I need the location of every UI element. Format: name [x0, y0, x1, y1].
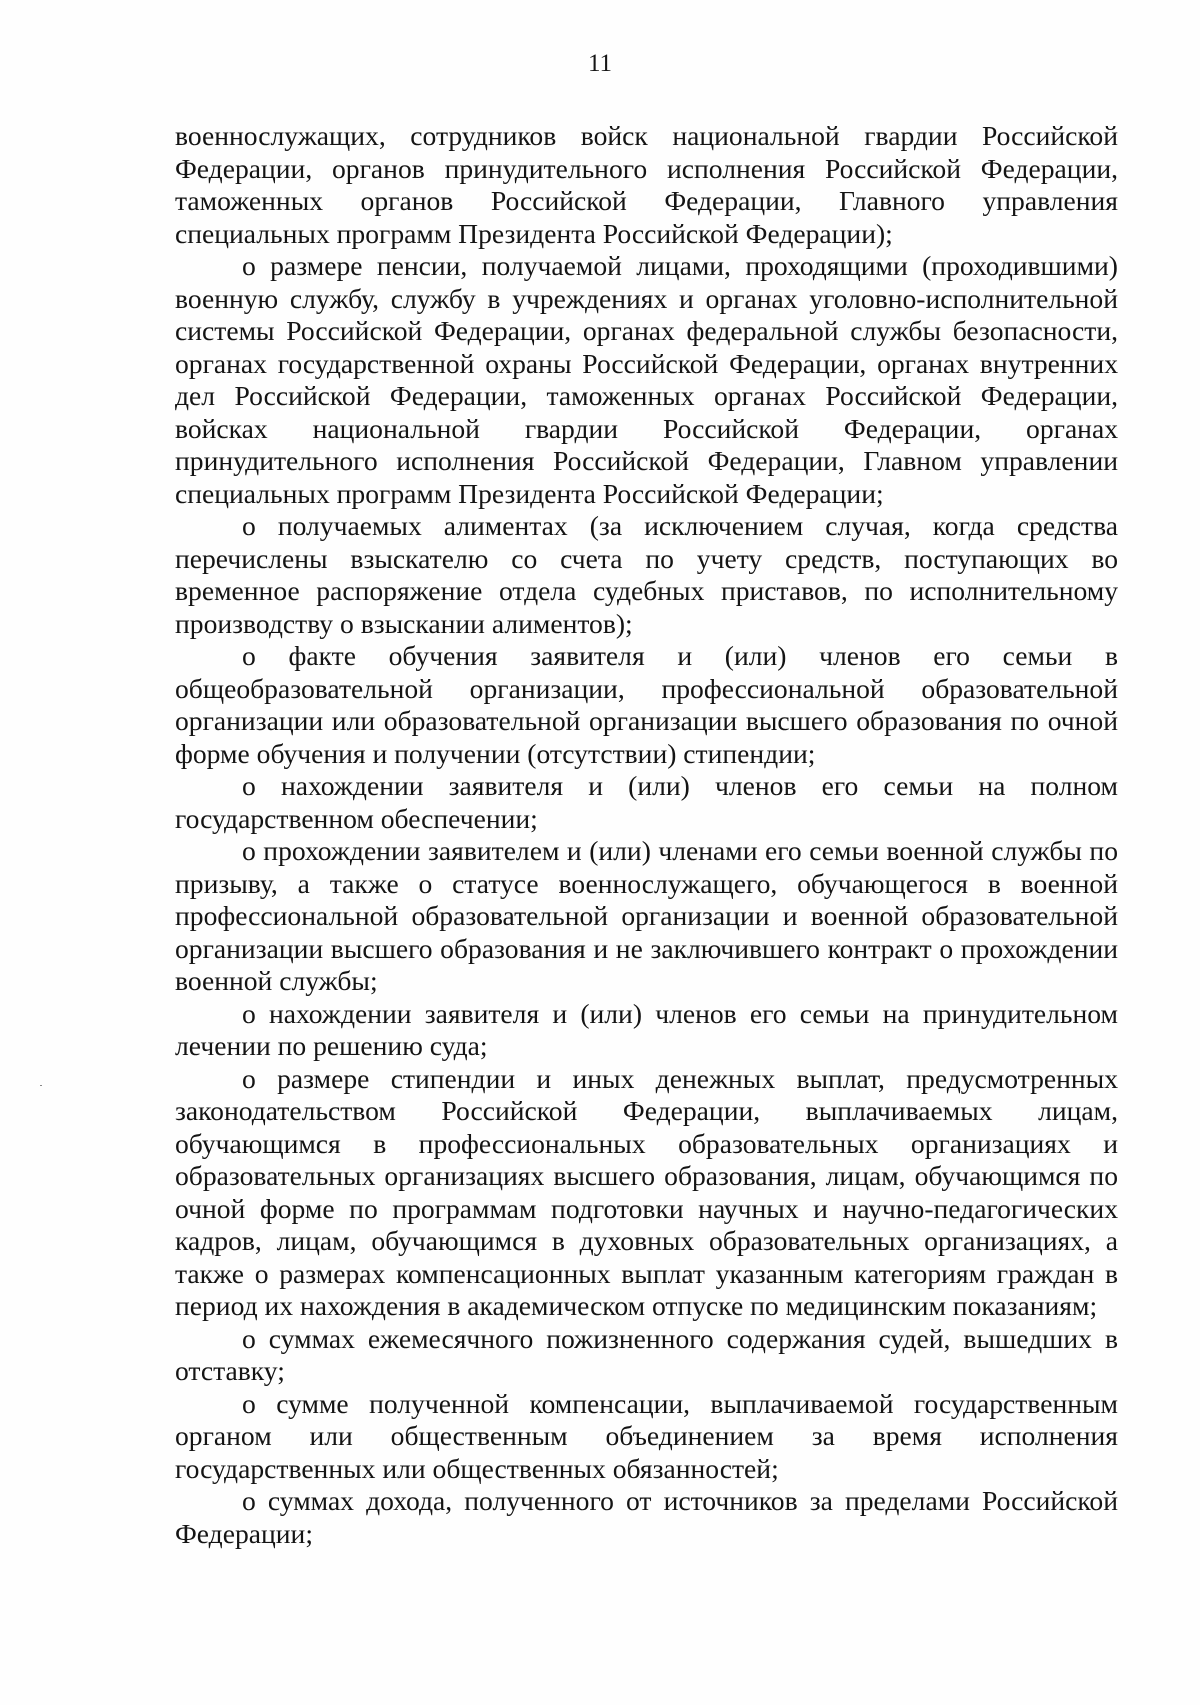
- paragraph-compensation: о сумме полученной компенсации, выплачиваемой государственным органом или общественным объединением за время исполнения государственных или общественных обязанностей;: [175, 1387, 1118, 1484]
- paragraph-continuation: военнослужащих, сотрудников войск национальной гвардии Российской Федерации, органов принудительного исполнения Российской Федерации, таможенных органов Российской Федерации, Главного управления специальных программ Президента Российской Федерации);: [175, 120, 1118, 249]
- page-number: 11: [587, 50, 613, 77]
- paragraph-foreign-income: о суммах дохода, полученного от источников за пределами Российской Федерации;: [175, 1485, 1118, 1549]
- paragraph-pension-size: о размере пенсии, получаемой лицами, проходящими (проходившими) военную службу, службу в учреждениях и органах уголовно-исполнительной системы Российской Федерации, органах федеральной службы безопасности, органах государственной охраны Российской Федерации, органах внутренних дел Российской Федерации, таможенных органах Российской Федерации, войсках национальной гвардии Российской Федерации, органах принудительного исполнения Российской Федерации, Главном управлении специальных программ Президента Российской Федерации;: [175, 250, 1118, 509]
- paragraph-military-service: о прохождении заявителем и (или) членами его семьи военной службы по призыву, а также о статусе военнослужащего, обучающегося в военной профессиональной образовательной организации и военной образовательной организации высшего образования и не заключившего контракт о прохождении военной службы;: [175, 835, 1118, 996]
- scan-speck: [40, 1085, 42, 1086]
- body-text: [175, 120, 1118, 1550]
- paragraph-compulsory-treatment: о нахождении заявителя и (или) членов его семьи на принудительном лечении по решению суда;: [175, 997, 1118, 1061]
- paragraph-education-fact: о факте обучения заявителя и (или) членов его семьи в общеобразовательной организации, профессиональной образовательной организации или образовательной организации высшего образования по очной форме обучения и получении (отсутствии) стипендии;: [175, 640, 1118, 769]
- paragraph-state-support: о нахождении заявителя и (или) членов его семьи на полном государственном обеспечении;: [175, 770, 1118, 834]
- paragraph-judges-allowance: о суммах ежемесячного пожизненного содержания судей, вышедших в отставку;: [175, 1322, 1118, 1386]
- paragraph-alimony: о получаемых алиментах (за исключением случая, когда средства перечислены взыскателю со счета по учету средств, поступающих во временное распоряжение отдела судебных приставов, по исполнительному производству о взыскании алиментов);: [175, 510, 1118, 639]
- paragraph-scholarship: о размере стипендии и иных денежных выплат, предусмотренных законодательством Российской Федерации, выплачиваемых лицам, обучающимся в профессиональных образовательных организациях и образовательных организациях высшего образования, лицам, обучающимся по очной форме по программам подготовки научных и научно-педагогических кадров, лицам, обучающимся в духовных образовательных организациях, а также о размерах компенсационных выплат указанным категориям граждан в период их нахождения в академическом отпуске по медицинским показаниям;: [175, 1062, 1118, 1321]
